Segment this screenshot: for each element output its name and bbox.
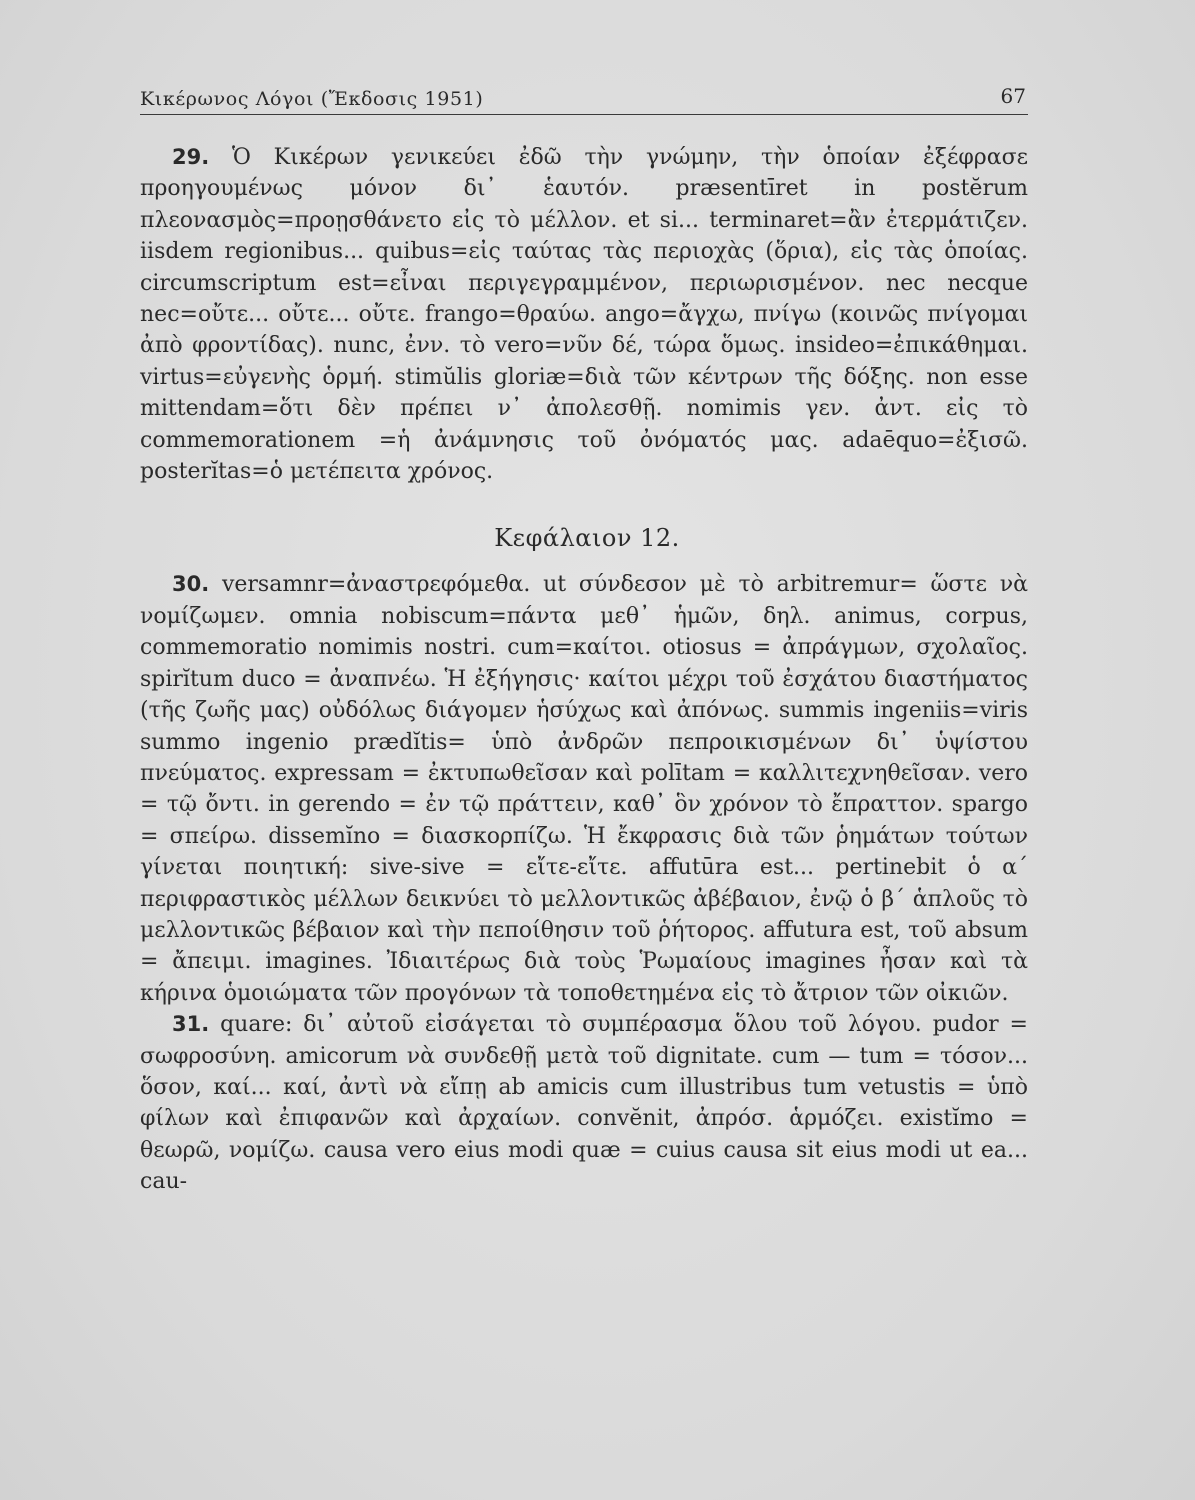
paragraph-number: 29. <box>172 145 210 169</box>
body-text <box>140 142 1028 1198</box>
running-header <box>140 84 1028 115</box>
paragraph-number: 31. <box>172 1012 210 1037</box>
paragraph-31 <box>140 1009 1028 1197</box>
chapter-heading: Κεφάλαιον 12. <box>494 524 680 553</box>
paragraph-30 <box>140 569 1028 1009</box>
page-number: 67 <box>1000 84 1026 108</box>
paragraph-number: 30. <box>172 572 210 597</box>
paragraph-text: quare: δι᾿ αὐτοῦ εἰσάγεται τὸ συμπέρασμα ὅλου τοῦ λόγου. pudor = σωφροσύνη. amicorum νὰ συνδεθῇ μετὰ τοῦ dignitate. cum — tum = τόσον... ὅσον, καί... καί, ἀντὶ νὰ εἴπῃ ab amicis cum illustribus tum vetustis = ὑπὸ φίλων καὶ ἐπιφανῶν καὶ ἀρχαίων. convĕnit, ἀπρόσ. ἁρμόζει. existĭmo = θεωρῶ, νομίζω. causa vero eius modi quæ = cuius causa sit eius modi ut ea... cau- <box>140 1012 1028 1195</box>
paragraph-29 <box>140 142 1028 487</box>
paragraph-text: Ὁ Κικέρων γενικεύει ἐδῶ τὴν γνώμην, τὴν ὁποίαν ἐξέφρασε προηγουμένως μόνον δι᾿ ἑαυτόν. præsentīret in postĕrum πλεονασμὸς=προῃσθάνετο εἰς τὸ μέλλον. et si... terminaret=ἂν ἐτερμάτιζεν. iisdem regionibus... quibus=εἰς ταύτας τὰς περιοχὰς (ὅρια), εἰς τὰς ὁποίας. circumscriptum est=εἶναι περιγεγραμμένον, περιωρισμένον. nec necque nec=οὔτε... οὔτε... οὔτε. frango=θραύω. ango=ἄγχω, πνίγω (κοινῶς πνίγομαι ἀπὸ φροντίδας). nunc, ἐνν. τὸ vero=νῦν δέ, τώρα ὅμως. insideo=ἐπικάθημαι. virtus=εὐγενὴς ὁρμή. stimŭlis gloriæ=διὰ τῶν κέντρων τῆς δόξης. non esse mittendam=ὅτι δὲν πρέπει ν᾿ ἀπολεσθῇ. nomimis γεν. ἀντ. εἰς τὸ commemorationem =ἡ ἀνάμνησις τοῦ ὀνόματός μας. adaēquo=ἐξισῶ. posterĭtas=ὁ μετέπειτα χρόνος. <box>140 145 1028 485</box>
paragraph-text: versamnr=ἀναστρεφόμεθα. ut σύνδεσον μὲ τὸ arbitremur= ὥστε νὰ νομίζωμεν. omnia nobiscum=πάντα μεθ᾿ ἡμῶν, δηλ. animus, corpus, commemoratio nomimis nostri. cum=καίτοι. otiosus = ἀπράγμων, σχολαῖος. spirĭtum duco = ἀναπνέω. Ἡ ἐξήγησις· καίτοι μέχρι τοῦ ἐσχάτου διαστήματος (τῆς ζωῆς μας) οὐδόλως διάγομεν ἡσύχως καὶ ἀπόνως. summis ingeniis=viris summo ingenio prædĭtis= ὑπὸ ἀνδρῶν πεπροικισμένων δι᾿ ὑψίστου πνεύματος. expressam = ἐκτυπωθεῖσαν καὶ polītam = καλλιτεχνηθεῖσαν. vero = τῷ ὄντι. in gerendo = ἐν τῷ πράττειν, καθ᾿ ὃν χρόνον τὸ ἔπραττον. spargo = σπείρω. dissemĭno = διασκορπίζω. Ἡ ἔκφρασις διὰ τῶν ῥημάτων τούτων γίνεται ποιητική: sive-sive = εἴτε-εἴτε. affutūra est... pertinebit ὁ α΄ περιφραστικὸς μέλλων δεικνύει τὸ μελλοντικῶς ἀβέβαιον, ἐνῷ ὁ β΄ ἁπλοῦς τὸ μελλοντικῶς βέβαιον καὶ τὴν πεποίθησιν τοῦ ῥήτορος. affutura est, τοῦ absum = ἄπειμι. imagines. Ἰδιαιτέρως διὰ τοὺς Ῥωμαίους imagines ἦσαν καὶ τὰ κήρινα ὁμοιώματα τῶν προγόνων τὰ τοποθετημένα εἰς τὸ ἄτριον τῶν οἰκιῶν. <box>140 572 1028 1006</box>
running-title: Κικέρωνος Λόγοι (Ἔκδοσις 1951) <box>140 88 484 110</box>
